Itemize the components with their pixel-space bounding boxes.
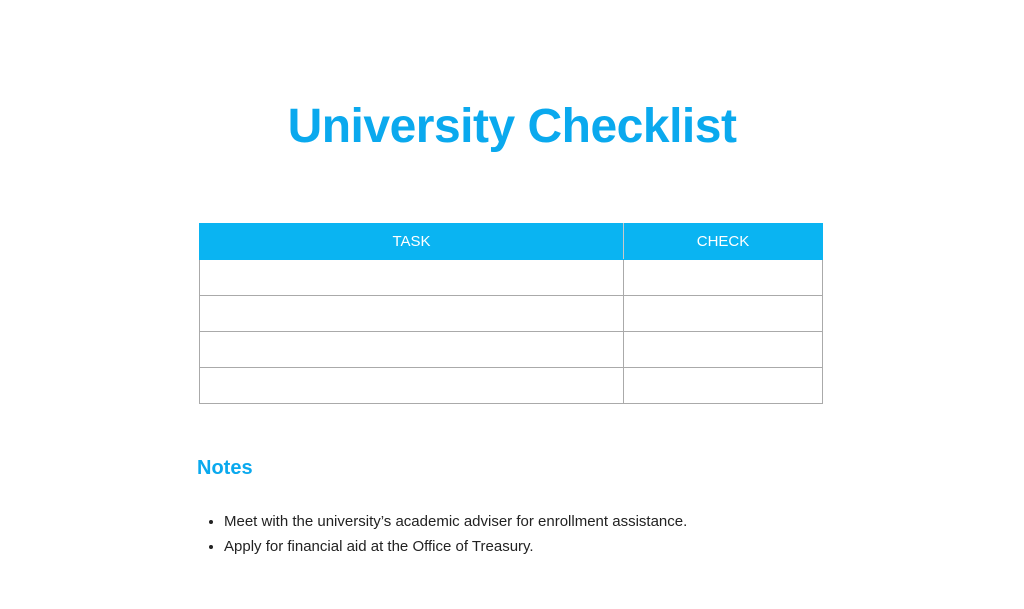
checklist-table [199, 223, 823, 404]
table-header-row [200, 224, 823, 260]
task-cell[interactable] [200, 296, 624, 332]
table-row [200, 296, 823, 332]
check-cell[interactable] [624, 296, 823, 332]
table-row [200, 332, 823, 368]
notes-heading: Notes [197, 457, 253, 479]
task-cell[interactable] [200, 260, 624, 296]
notes-list [197, 509, 687, 559]
page-title: University Checklist [287, 100, 737, 153]
task-cell[interactable] [200, 368, 624, 404]
table-row [200, 368, 823, 404]
column-header-check: CHECK [624, 224, 823, 260]
list-item: • Apply for financial aid at the Office of Treasury. [224, 534, 687, 559]
check-cell[interactable] [624, 332, 823, 368]
table-row [200, 260, 823, 296]
check-cell[interactable] [624, 368, 823, 404]
task-cell[interactable] [200, 332, 624, 368]
column-header-task: TASK [200, 224, 624, 260]
check-cell[interactable] [624, 260, 823, 296]
list-item: • Meet with the university’s academic adviser for enrollment assistance. [224, 509, 687, 534]
